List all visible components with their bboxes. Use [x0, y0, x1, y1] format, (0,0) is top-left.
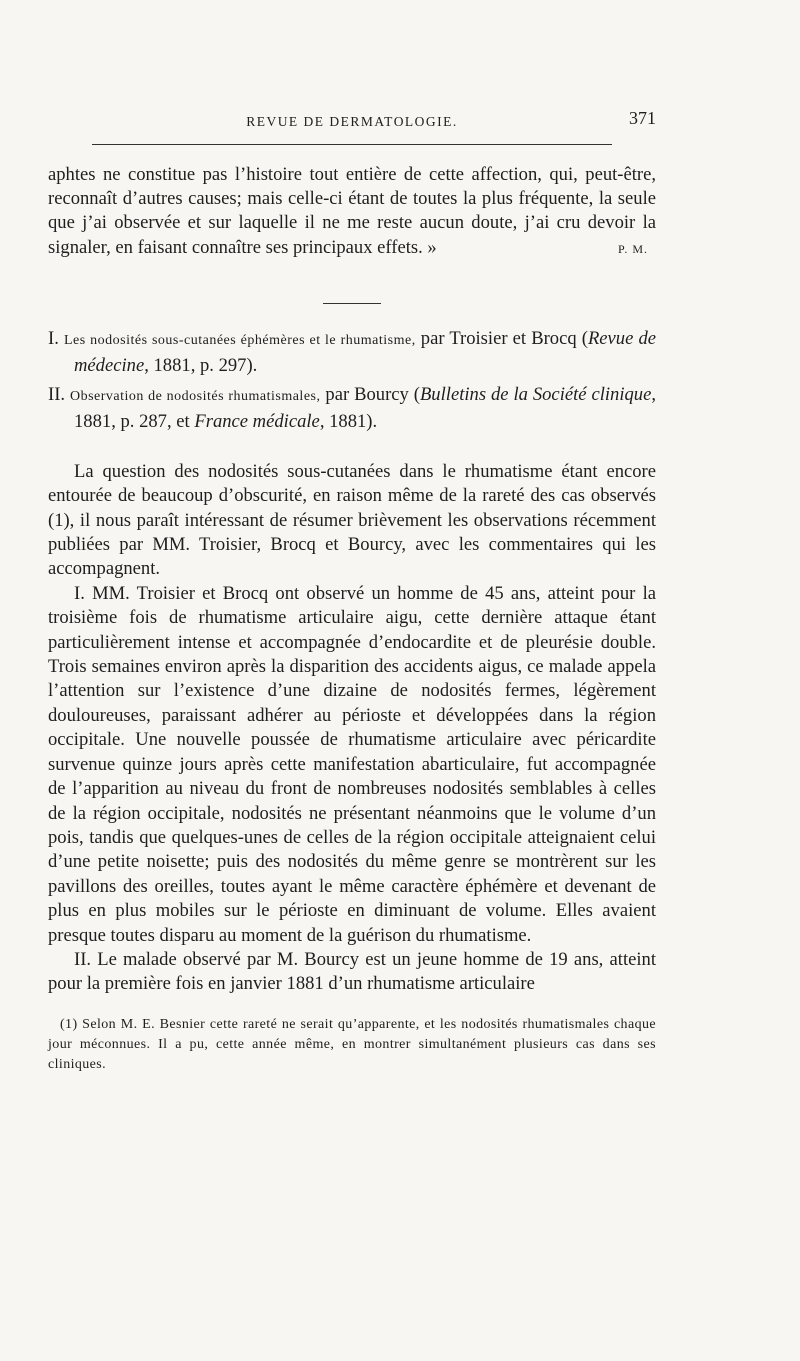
reference-by: par: [415, 327, 450, 349]
reference-journal: Bulletins de la Société clinique: [419, 383, 652, 405]
reference-author: Brocq: [531, 327, 577, 349]
article-body: [48, 460, 656, 997]
section-divider: [323, 303, 381, 304]
reference-number: I.: [48, 327, 64, 349]
references: [48, 326, 656, 434]
intro-section: [48, 163, 656, 257]
header-rule: [92, 144, 612, 145]
body-paragraph: La question des nodosités sous-cutanées dans le rhumatisme étant encore entourée de beaucoup d’obscurité, en raison même de la rareté des cas observés (1), il nous paraît intéressant de résumer brièvement les observations récemment publiées par MM. Troisier, Brocq et Bourcy, avec les commentaires qui les accompagnent.: [48, 460, 656, 580]
reference-journal: Revue de médecine: [74, 327, 657, 376]
footnote-text: (1) Selon M. E. Besnier cette rareté ne serait qu’apparente, et les nodosités rhumatismales chaque jour méconnues. Il a pu, cette année même, en montrer simultanément plusieurs cas dans ses cliniques.: [48, 1016, 656, 1072]
page-header: [48, 104, 656, 134]
body-paragraph: II. Le malade observé par M. Bourcy est un jeune homme de 19 ans, atteint pour la première fois en janvier 1881 d’un rhumatisme articulaire: [48, 948, 656, 995]
reference-author: Bourcy: [354, 383, 409, 405]
reference-details: , 1881, p. 297).: [144, 354, 258, 376]
reference-title: Les nodosités sous-cutanées éphémères et le rhumatisme,: [63, 332, 416, 348]
reference-journal: France médicale: [194, 410, 320, 432]
reference-and: et: [507, 327, 532, 349]
reference-item: II. Observation de nodosités rhumatismales, par Bourcy (Bulletins de la Société clinique, 1881, p. 287, et France médicale, 1881).: [48, 383, 657, 432]
reference-details: , 1881).: [319, 410, 378, 432]
footnote: [48, 1015, 656, 1075]
body-paragraph: I. MM. Troisier et Brocq ont observé un homme de 45 ans, atteint pour la troisième fois de rhumatisme articulaire aigu, cette dernière attaque étant particulièrement intense et accompagnée d’endocardite et de pleurésie double. Trois semaines environ après la disparition des accidents aigus, ce malade appela l’attention sur l’existence d’une dizaine de nodosités fermes, légèrement douloureuses, paraissant adhérer au périoste et développées dans la région occipitale. Une nouvelle poussée de rhumatisme articulaire avec péricardite survenue quinze jours après cette manifestation abarticulaire, fut accompagnée de l’apparition au niveau du front de nombreuses nodosités semblables à celles de la région occipitale, nodosités ne présentant néanmoins que le volume d’un pois, tandis que quelques-unes de celles de la région occipitale atteignaient celui d’une petite noisette; puis des nodosités du même genre se montrèrent sur les pavillons des oreilles, toutes ayant le même caractère éphémère et devenant de plus en plus mobiles sur le périoste en diminuant de volume. Elles avaient presque toutes disparu au moment de la guérison du rhumatisme.: [48, 582, 656, 946]
reference-author: Troisier: [449, 327, 508, 349]
running-title: REVUE DE DERMATOLOGIE.: [246, 114, 458, 129]
reference-item: I. Les nodosités sous-cutanées éphémères et le rhumatisme, par Troisier et Brocq (Revue de médecine, 1881, p. 297).: [48, 327, 657, 376]
signature: P. M.: [617, 241, 648, 256]
reference-details: , 1881, p. 287, et: [74, 383, 657, 432]
reference-by: par: [320, 383, 355, 405]
page-number: 371: [629, 108, 656, 128]
reference-number: II.: [48, 383, 70, 405]
intro-paragraph: aphtes ne constitue pas l’histoire tout entière de cette affection, qui, peut-être, reconnaît d’autres causes; mais celle-ci étant de toutes la plus fréquente, la seule que j’ai observée et sur laquelle il ne me reste aucun doute, j’ai cru devoir la signaler, en faisant connaître ses principaux effets. »: [48, 164, 656, 258]
reference-title: Observation de nodosités rhumatismales,: [69, 388, 321, 404]
page: [48, 104, 656, 1075]
